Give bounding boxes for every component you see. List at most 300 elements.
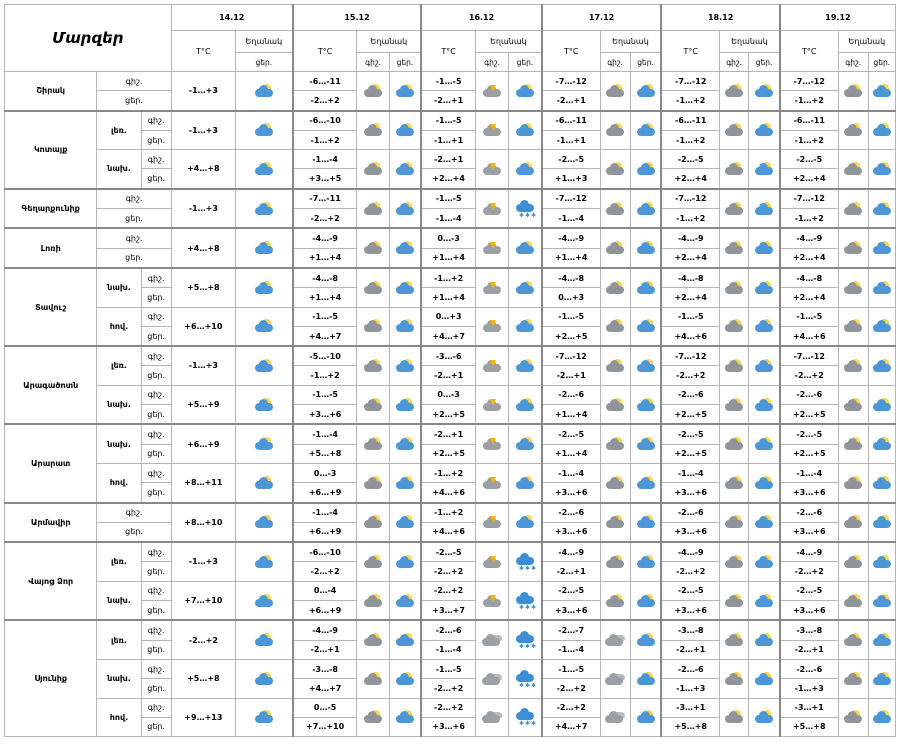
temp-cell: -1…-5 [421, 659, 475, 678]
weather-cell-day [630, 542, 661, 581]
temp-cell: -2…-6 [780, 385, 838, 404]
temp-cell: -2…+1 [542, 91, 600, 111]
weather-cell-night [600, 542, 630, 581]
temp-cell: +5…+8 [293, 444, 357, 463]
weather-cell-night [357, 659, 389, 698]
partly-sunny-blue-cloud-icon [514, 84, 536, 98]
region-name: Վայոց Ձոր [5, 542, 97, 620]
temp-cell: -7…-12 [542, 346, 600, 366]
partly-sunny-blue-cloud-icon [871, 123, 893, 137]
temp-cell: -2…+2 [661, 562, 719, 581]
weather-cell-night [720, 307, 749, 346]
weather-cell-night [838, 424, 868, 463]
partly-sunny-blue-cloud-icon [753, 672, 775, 686]
temp-cell: -1…-5 [661, 307, 719, 326]
weather-cell-night [838, 385, 868, 424]
sub-region: լեռ. [97, 620, 141, 659]
temp-cell-14: -1…+3 [171, 111, 235, 150]
temp-cell: -1…-5 [421, 72, 475, 91]
weather-cell-day [509, 698, 542, 737]
temp-cell: -1…+2 [421, 503, 475, 523]
temp-cell-14: +5…+9 [171, 385, 235, 424]
partly-sunny-blue-cloud-icon [753, 515, 775, 529]
partly-sunny-blue-cloud-icon [871, 202, 893, 216]
weather-cell-night [476, 620, 509, 659]
temp-cell: -1…+2 [661, 209, 719, 229]
date-header: 14.12 [171, 5, 293, 31]
partly-sunny-blue-cloud-icon [253, 555, 275, 569]
temp-column-header: T°C [293, 31, 357, 72]
snow-rain-cloud-icon: ✱✱✱ [514, 710, 536, 724]
night-subheader: գիշ. [357, 53, 389, 72]
weather-cell-14 [235, 424, 292, 463]
temp-cell: -1…+3 [780, 679, 838, 698]
partly-cloudy-gray-icon [842, 241, 864, 255]
weather-cell-day [749, 268, 780, 307]
weather-cell-day [630, 111, 661, 150]
temp-cell: -2…+2 [661, 366, 719, 385]
temp-cell: -5…-10 [293, 346, 357, 366]
partly-cloudy-gray-icon [842, 515, 864, 529]
weather-cell-night [720, 463, 749, 502]
time-of-day: ցեր. [141, 326, 171, 346]
partly-sunny-blue-cloud-icon [514, 359, 536, 373]
partly-cloudy-gray-icon [604, 241, 626, 255]
day-subheader: ցեր. [749, 53, 780, 72]
weather-cell-night [838, 581, 868, 620]
weather-cell-day [630, 698, 661, 737]
table-row [5, 72, 896, 91]
region-name: Արագածոտն [5, 346, 97, 424]
temp-cell: 0…-3 [293, 463, 357, 482]
weather-cell-day [509, 503, 542, 543]
temp-cell: +2…+4 [780, 248, 838, 268]
weather-cell-day [509, 581, 542, 620]
forecast-table [4, 4, 896, 737]
temp-cell: -4…-8 [780, 268, 838, 288]
temp-cell: 0…-3 [421, 228, 475, 248]
temp-cell: +3…+6 [661, 483, 719, 503]
partly-sunny-blue-cloud-icon [753, 319, 775, 333]
weather-cell-night [838, 346, 868, 385]
temp-cell-14: +5…+8 [171, 268, 235, 307]
weather-cell-night [838, 463, 868, 502]
snow-rain-cloud-icon: ✱✱✱ [514, 672, 536, 686]
partly-sunny-blue-cloud-icon [871, 398, 893, 412]
weather-cell-night [476, 111, 509, 150]
weather-cell-day [749, 659, 780, 698]
temp-cell: -4…-9 [661, 542, 719, 562]
partly-cloudy-gray-icon [362, 672, 384, 686]
temp-cell: +1…+4 [542, 444, 600, 463]
temp-cell: -1…+1 [421, 130, 475, 149]
snow-rain-cloud-icon: ✱✱✱ [514, 555, 536, 569]
partly-cloudy-gray-icon [604, 202, 626, 216]
temp-cell: +1…+4 [293, 288, 357, 307]
partly-cloudy-gray-icon [362, 710, 384, 724]
weather-cell-night [476, 150, 509, 189]
temp-cell: -2…-5 [542, 581, 600, 600]
temp-cell: -2…-6 [542, 385, 600, 404]
weather-cell-night [476, 463, 509, 502]
partly-cloudy-gray-icon [604, 84, 626, 98]
temp-cell: 0…-4 [293, 581, 357, 600]
sub-region: հով. [97, 307, 141, 346]
table-row [5, 424, 896, 444]
partly-sunny-blue-cloud-icon [394, 281, 416, 295]
regions-title: Մարզեր [5, 5, 172, 72]
temp-cell: -1…-4 [542, 209, 600, 229]
partly-sunny-blue-cloud-icon [394, 672, 416, 686]
weather-cell-night [476, 659, 509, 698]
weather-cell-14 [235, 72, 292, 111]
weather-cell-night [357, 228, 389, 268]
weather-cell-day [389, 111, 421, 150]
partly-sunny-blue-cloud-icon [871, 162, 893, 176]
partly-sunny-blue-cloud-icon [753, 281, 775, 295]
rain-gray-cloud-icon [481, 437, 503, 451]
partly-sunny-blue-cloud-icon [394, 359, 416, 373]
partly-cloudy-gray-icon [362, 84, 384, 98]
temp-cell: +3…+6 [542, 522, 600, 542]
night-subheader: գիշ. [838, 53, 868, 72]
weather-cell-14 [235, 228, 292, 268]
weather-column-header: Եղանակ [357, 31, 421, 53]
weather-cell-day [868, 698, 895, 737]
temp-cell: -1…+2 [421, 268, 475, 288]
time-of-day: գիշ. [97, 72, 171, 91]
temp-cell: -4…-9 [293, 228, 357, 248]
weather-cell-day [630, 346, 661, 385]
weather-cell-night [600, 503, 630, 543]
partly-sunny-blue-cloud-icon [394, 437, 416, 451]
rain-gray-cloud-icon [481, 319, 503, 333]
temp-cell: +2…+4 [780, 288, 838, 307]
rain-gray-cloud-icon [481, 476, 503, 490]
weather-cell-day [389, 307, 421, 346]
weather-cell-day [389, 346, 421, 385]
temp-cell-14: -1…+3 [171, 189, 235, 229]
temp-cell: -2…-5 [661, 581, 719, 600]
partly-cloudy-gray-icon [723, 319, 745, 333]
partly-cloudy-gray-icon [362, 359, 384, 373]
weather-cell-day [509, 307, 542, 346]
cloudy-icon [481, 633, 503, 647]
weather-cell-night [720, 503, 749, 543]
partly-cloudy-gray-icon [842, 633, 864, 647]
temp-cell: +2…+4 [421, 169, 475, 189]
weather-cell-day [749, 463, 780, 502]
temp-cell: -6…-11 [542, 111, 600, 131]
temp-cell: -3…-8 [293, 659, 357, 678]
temp-cell: -1…-5 [421, 111, 475, 131]
table-row [5, 150, 896, 169]
partly-cloudy-gray-icon [723, 162, 745, 176]
cloudy-icon [481, 710, 503, 724]
temp-cell: -1…+2 [661, 91, 719, 111]
weather-cell-day [389, 503, 421, 543]
time-of-day: ցեր. [97, 248, 171, 268]
temp-cell-14: +8…+10 [171, 503, 235, 543]
temp-cell: -1…-5 [293, 385, 357, 404]
partly-cloudy-gray-icon [723, 672, 745, 686]
temp-cell: -1…-5 [780, 307, 838, 326]
partly-cloudy-gray-icon [723, 359, 745, 373]
temp-cell: -1…+2 [780, 130, 838, 149]
weather-cell-day [630, 463, 661, 502]
temp-cell-14: +6…+9 [171, 424, 235, 463]
weather-cell-day [630, 268, 661, 307]
weather-cell-night [476, 268, 509, 307]
partly-sunny-blue-cloud-icon [635, 594, 657, 608]
temp-cell: -7…-12 [661, 72, 719, 91]
temp-cell-14: +4…+8 [171, 150, 235, 189]
weather-cell-night [720, 228, 749, 268]
time-of-day: ցեր. [141, 601, 171, 621]
snow-rain-cloud-icon: ✱✱✱ [514, 202, 536, 216]
temp-cell: -4…-9 [780, 228, 838, 248]
partly-sunny-blue-cloud-icon [635, 162, 657, 176]
temp-cell: -2…+2 [542, 679, 600, 698]
partly-sunny-blue-cloud-icon [871, 555, 893, 569]
weather-cell-night [838, 698, 868, 737]
partly-sunny-blue-cloud-icon [635, 84, 657, 98]
weather-cell-day [868, 620, 895, 659]
partly-sunny-blue-cloud-icon [253, 202, 275, 216]
temp-cell: -1…-4 [293, 150, 357, 169]
partly-sunny-blue-cloud-icon [394, 202, 416, 216]
time-of-day: գիշ. [97, 228, 171, 248]
partly-sunny-blue-cloud-icon [394, 398, 416, 412]
partly-cloudy-gray-icon [842, 710, 864, 724]
sub-region: նախ. [97, 659, 141, 698]
temp-cell: -1…-4 [421, 640, 475, 659]
weather-cell-night [357, 346, 389, 385]
table-row [5, 189, 896, 209]
temp-cell: +3…+6 [542, 483, 600, 503]
partly-sunny-blue-cloud-icon [635, 437, 657, 451]
weather-cell-day [389, 659, 421, 698]
weather-cell-night [476, 346, 509, 385]
partly-cloudy-gray-icon [362, 241, 384, 255]
partly-sunny-blue-cloud-icon [753, 202, 775, 216]
weather-cell-day [868, 385, 895, 424]
temp-cell: +5…+8 [661, 717, 719, 736]
partly-cloudy-gray-icon [723, 594, 745, 608]
weather-cell-night [600, 385, 630, 424]
temp-cell: +4…+6 [421, 483, 475, 503]
partly-cloudy-gray-icon [362, 123, 384, 137]
weather-cell-night [476, 189, 509, 229]
rain-gray-cloud-icon [481, 84, 503, 98]
forecast-body [5, 72, 896, 737]
temp-cell: -1…+3 [661, 679, 719, 698]
weather-cell-night [600, 72, 630, 111]
partly-cloudy-gray-icon [842, 162, 864, 176]
weather-cell-night [357, 111, 389, 150]
rain-gray-cloud-icon [481, 202, 503, 216]
partly-cloudy-gray-icon [604, 476, 626, 490]
table-row [5, 659, 896, 678]
temp-cell: -2…-6 [661, 503, 719, 523]
weather-cell-day [389, 463, 421, 502]
partly-sunny-blue-cloud-icon [635, 241, 657, 255]
temp-cell: -4…-9 [780, 542, 838, 562]
partly-sunny-blue-cloud-icon [394, 594, 416, 608]
temp-cell: -3…-8 [780, 620, 838, 640]
partly-sunny-blue-cloud-icon [394, 515, 416, 529]
time-of-day: գիշ. [141, 581, 171, 600]
weather-cell-day [630, 307, 661, 346]
partly-cloudy-gray-icon [604, 281, 626, 295]
partly-cloudy-gray-icon [723, 437, 745, 451]
weather-cell-night [476, 228, 509, 268]
partly-sunny-blue-cloud-icon [253, 319, 275, 333]
weather-cell-day [868, 659, 895, 698]
partly-sunny-blue-cloud-icon [253, 398, 275, 412]
weather-cell-14 [235, 659, 292, 698]
weather-cell-day [389, 620, 421, 659]
weather-cell-night [600, 424, 630, 463]
table-row [5, 698, 896, 717]
weather-cell-14 [235, 385, 292, 424]
partly-sunny-blue-cloud-icon [514, 123, 536, 137]
temp-cell: -1…+2 [293, 130, 357, 149]
day-subheader: ցեր. [389, 53, 421, 72]
temp-cell: +4…+6 [780, 326, 838, 346]
temp-cell-14: -2…+2 [171, 620, 235, 659]
table-row [5, 346, 896, 366]
weather-cell-night [476, 72, 509, 111]
weather-cell-day [389, 424, 421, 463]
temp-cell: -1…-4 [542, 463, 600, 482]
temp-cell: -3…+1 [780, 698, 838, 717]
weather-cell-14 [235, 542, 292, 581]
temp-column-header: T°C [780, 31, 838, 72]
temp-cell: -3…+1 [661, 698, 719, 717]
partly-sunny-blue-cloud-icon [253, 162, 275, 176]
weather-cell-day [868, 542, 895, 581]
temp-cell: +2…+5 [661, 444, 719, 463]
time-of-day: ցեր. [97, 522, 171, 542]
weather-cell-night [720, 620, 749, 659]
partly-sunny-blue-cloud-icon [635, 319, 657, 333]
temp-cell-14: +5…+8 [171, 659, 235, 698]
sub-region: հով. [97, 698, 141, 737]
partly-cloudy-gray-icon [604, 359, 626, 373]
temp-cell: -2…-6 [421, 620, 475, 640]
weather-cell-day [509, 268, 542, 307]
partly-sunny-blue-cloud-icon [635, 359, 657, 373]
partly-cloudy-gray-icon [604, 555, 626, 569]
temp-cell: -2…+1 [421, 424, 475, 444]
time-of-day: գիշ. [141, 268, 171, 288]
weather-cell-day [749, 503, 780, 543]
temp-cell: +2…+4 [661, 248, 719, 268]
time-of-day: գիշ. [141, 150, 171, 169]
sub-region: նախ. [97, 150, 141, 189]
partly-sunny-blue-cloud-icon [394, 710, 416, 724]
time-of-day: ցեր. [141, 483, 171, 503]
weather-cell-day [509, 620, 542, 659]
temp-cell: +3…+6 [542, 601, 600, 621]
sub-region: նախ. [97, 268, 141, 307]
partly-cloudy-gray-icon [723, 515, 745, 529]
partly-cloudy-gray-icon [604, 123, 626, 137]
partly-cloudy-gray-icon [604, 319, 626, 333]
temp-cell: -2…-6 [661, 385, 719, 404]
weather-cell-day [509, 385, 542, 424]
temp-cell: -2…+2 [293, 91, 357, 111]
partly-cloudy-gray-icon [604, 437, 626, 451]
rain-gray-cloud-icon [481, 515, 503, 529]
weather-cell-day [509, 542, 542, 581]
weather-cell-night [357, 268, 389, 307]
temp-cell: -2…-6 [542, 503, 600, 523]
table-row [5, 463, 896, 482]
temp-cell: -1…+2 [293, 366, 357, 385]
table-row [5, 268, 896, 288]
weather-cell-night [838, 620, 868, 659]
temp-cell: -2…-5 [780, 424, 838, 444]
weather-cell-night [357, 542, 389, 581]
partly-cloudy-gray-icon [842, 123, 864, 137]
temp-cell: 0…+3 [421, 307, 475, 326]
date-header: 17.12 [542, 5, 662, 31]
weather-cell-night [600, 150, 630, 189]
temp-cell-14: -1…+3 [171, 72, 235, 111]
weather-column-header: Եղանակ [838, 31, 895, 53]
temp-cell: -2…+1 [293, 640, 357, 659]
weather-cell-night [838, 307, 868, 346]
weather-cell-day [509, 659, 542, 698]
temp-cell: -2…+2 [421, 698, 475, 717]
partly-cloudy-gray-icon [362, 202, 384, 216]
table-row [5, 620, 896, 640]
partly-cloudy-gray-icon [723, 202, 745, 216]
partly-cloudy-gray-icon [723, 398, 745, 412]
temp-cell: +6…+9 [293, 601, 357, 621]
weather-cell-night [600, 463, 630, 502]
temp-cell: +1…+4 [542, 248, 600, 268]
date-header: 19.12 [780, 5, 896, 31]
temp-cell: +1…+3 [542, 169, 600, 189]
weather-cell-night [476, 698, 509, 737]
time-of-day: գիշ. [97, 503, 171, 523]
temp-cell: -2…+1 [661, 640, 719, 659]
temp-cell: +6…+9 [293, 483, 357, 503]
weather-cell-day [630, 424, 661, 463]
weather-cell-night [600, 268, 630, 307]
weather-cell-night [720, 346, 749, 385]
time-of-day: գիշ. [141, 111, 171, 131]
temp-cell: -4…-9 [661, 228, 719, 248]
temp-cell: -6…-10 [293, 542, 357, 562]
temp-cell: +3…+6 [780, 522, 838, 542]
temp-cell: +3…+5 [293, 169, 357, 189]
weather-cell-night [838, 72, 868, 111]
rain-gray-cloud-icon [481, 241, 503, 255]
weather-column-header: Եղանակ [600, 31, 661, 53]
sub-region: նախ. [97, 424, 141, 463]
weather-cell-night [600, 620, 630, 659]
temp-cell-14: -1…+3 [171, 346, 235, 385]
temp-cell: -1…-4 [661, 463, 719, 482]
partly-sunny-blue-cloud-icon [394, 162, 416, 176]
date-header: 18.12 [661, 5, 780, 31]
partly-cloudy-gray-icon [362, 594, 384, 608]
temp-cell: -1…+1 [542, 130, 600, 149]
